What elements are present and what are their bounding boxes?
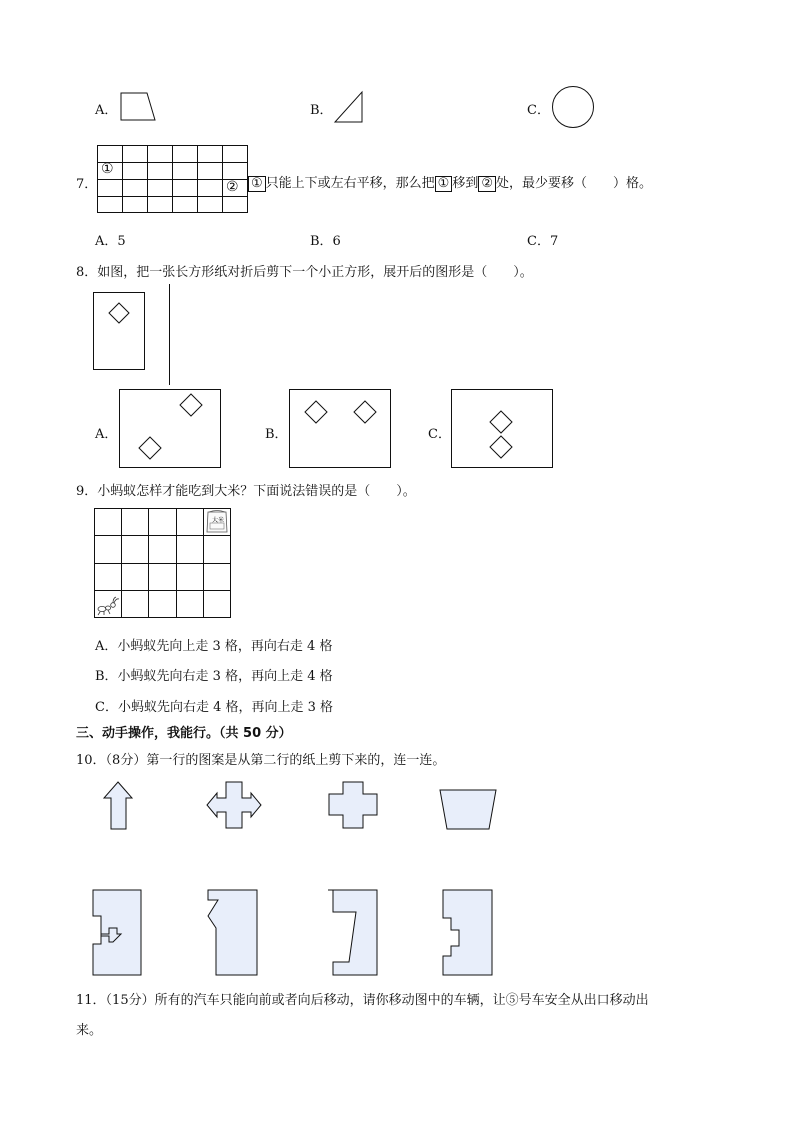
q9-option-a: A．小蚂蚁先向上走 3 格，再向右走 4 格 bbox=[95, 639, 333, 654]
q8-stem: 8．如图，把一张长方形纸对折后剪下一个小正方形，展开后的图形是（ ）。 bbox=[76, 265, 533, 280]
grid-mark-1: ① bbox=[101, 161, 114, 177]
q7-option-c: C．7 bbox=[527, 234, 559, 249]
circle-shape bbox=[551, 85, 595, 129]
ant-icon bbox=[98, 597, 119, 615]
q7-text-2: 移到 bbox=[452, 176, 479, 191]
q7-option-a: A．5 bbox=[95, 234, 126, 249]
paper-2 bbox=[206, 888, 262, 978]
q8-option-c-label: C． bbox=[428, 427, 451, 442]
arrow-shape bbox=[102, 780, 138, 832]
q11-line-2: 来。 bbox=[76, 1023, 103, 1038]
rice-label: 大米 bbox=[212, 517, 225, 524]
paper-4 bbox=[441, 888, 497, 978]
q10-stem: 10．（8分）第一行的图案是从第二行的纸上剪下来的，连一连。 bbox=[76, 753, 446, 768]
cross-arrow-shape bbox=[205, 780, 263, 832]
q8-option-a-figure bbox=[119, 389, 223, 469]
q7-text-1: 只能上下或左右平移，那么把 bbox=[265, 176, 435, 191]
q8-option-c-figure bbox=[451, 389, 555, 469]
grid-mark-2: ② bbox=[226, 179, 239, 195]
q9-stem: 9．小蚂蚁怎样才能吃到大米？下面说法错误的是（ ）。 bbox=[76, 484, 416, 499]
q9-grid bbox=[94, 508, 234, 620]
section-3-heading: 三、动手操作，我能行。（共 50 分） bbox=[76, 726, 292, 741]
trapezoid-shape bbox=[119, 91, 159, 123]
box-mark-2: ② bbox=[478, 176, 496, 192]
q7-stem bbox=[248, 172, 652, 192]
box-mark-1: ① bbox=[248, 176, 266, 192]
q6-option-c-label: C． bbox=[527, 103, 550, 118]
trapezoid-cup-shape bbox=[438, 787, 500, 833]
q6-option-b-label: B． bbox=[310, 103, 333, 118]
right-triangle-shape bbox=[333, 90, 367, 124]
q9-option-b: B．小蚂蚁先向右走 3 格，再向上走 4 格 bbox=[95, 669, 333, 684]
q8-folded-paper bbox=[93, 284, 173, 388]
q6-option-a-label: A． bbox=[95, 103, 118, 118]
q7-text-3: 处，最少要移（ ）格。 bbox=[496, 176, 653, 191]
q11-line-1: 11．（15分）所有的汽车只能向前或者向后移动，请你移动图中的车辆，让⑤号车安全从出口移动出 bbox=[76, 993, 649, 1008]
paper-1 bbox=[91, 888, 145, 978]
paper-3 bbox=[326, 888, 382, 978]
q8-option-b-figure bbox=[289, 389, 393, 469]
q8-option-a-label: A． bbox=[95, 427, 118, 442]
q8-option-b-label: B． bbox=[265, 427, 288, 442]
box-mark-1b: ① bbox=[435, 176, 453, 192]
q7-number: 7． bbox=[76, 177, 98, 192]
q7-option-b: B．6 bbox=[310, 234, 341, 249]
q9-option-c: C．小蚂蚁先向右走 4 格，再向上走 3 格 bbox=[95, 700, 334, 715]
plus-shape bbox=[326, 780, 382, 832]
